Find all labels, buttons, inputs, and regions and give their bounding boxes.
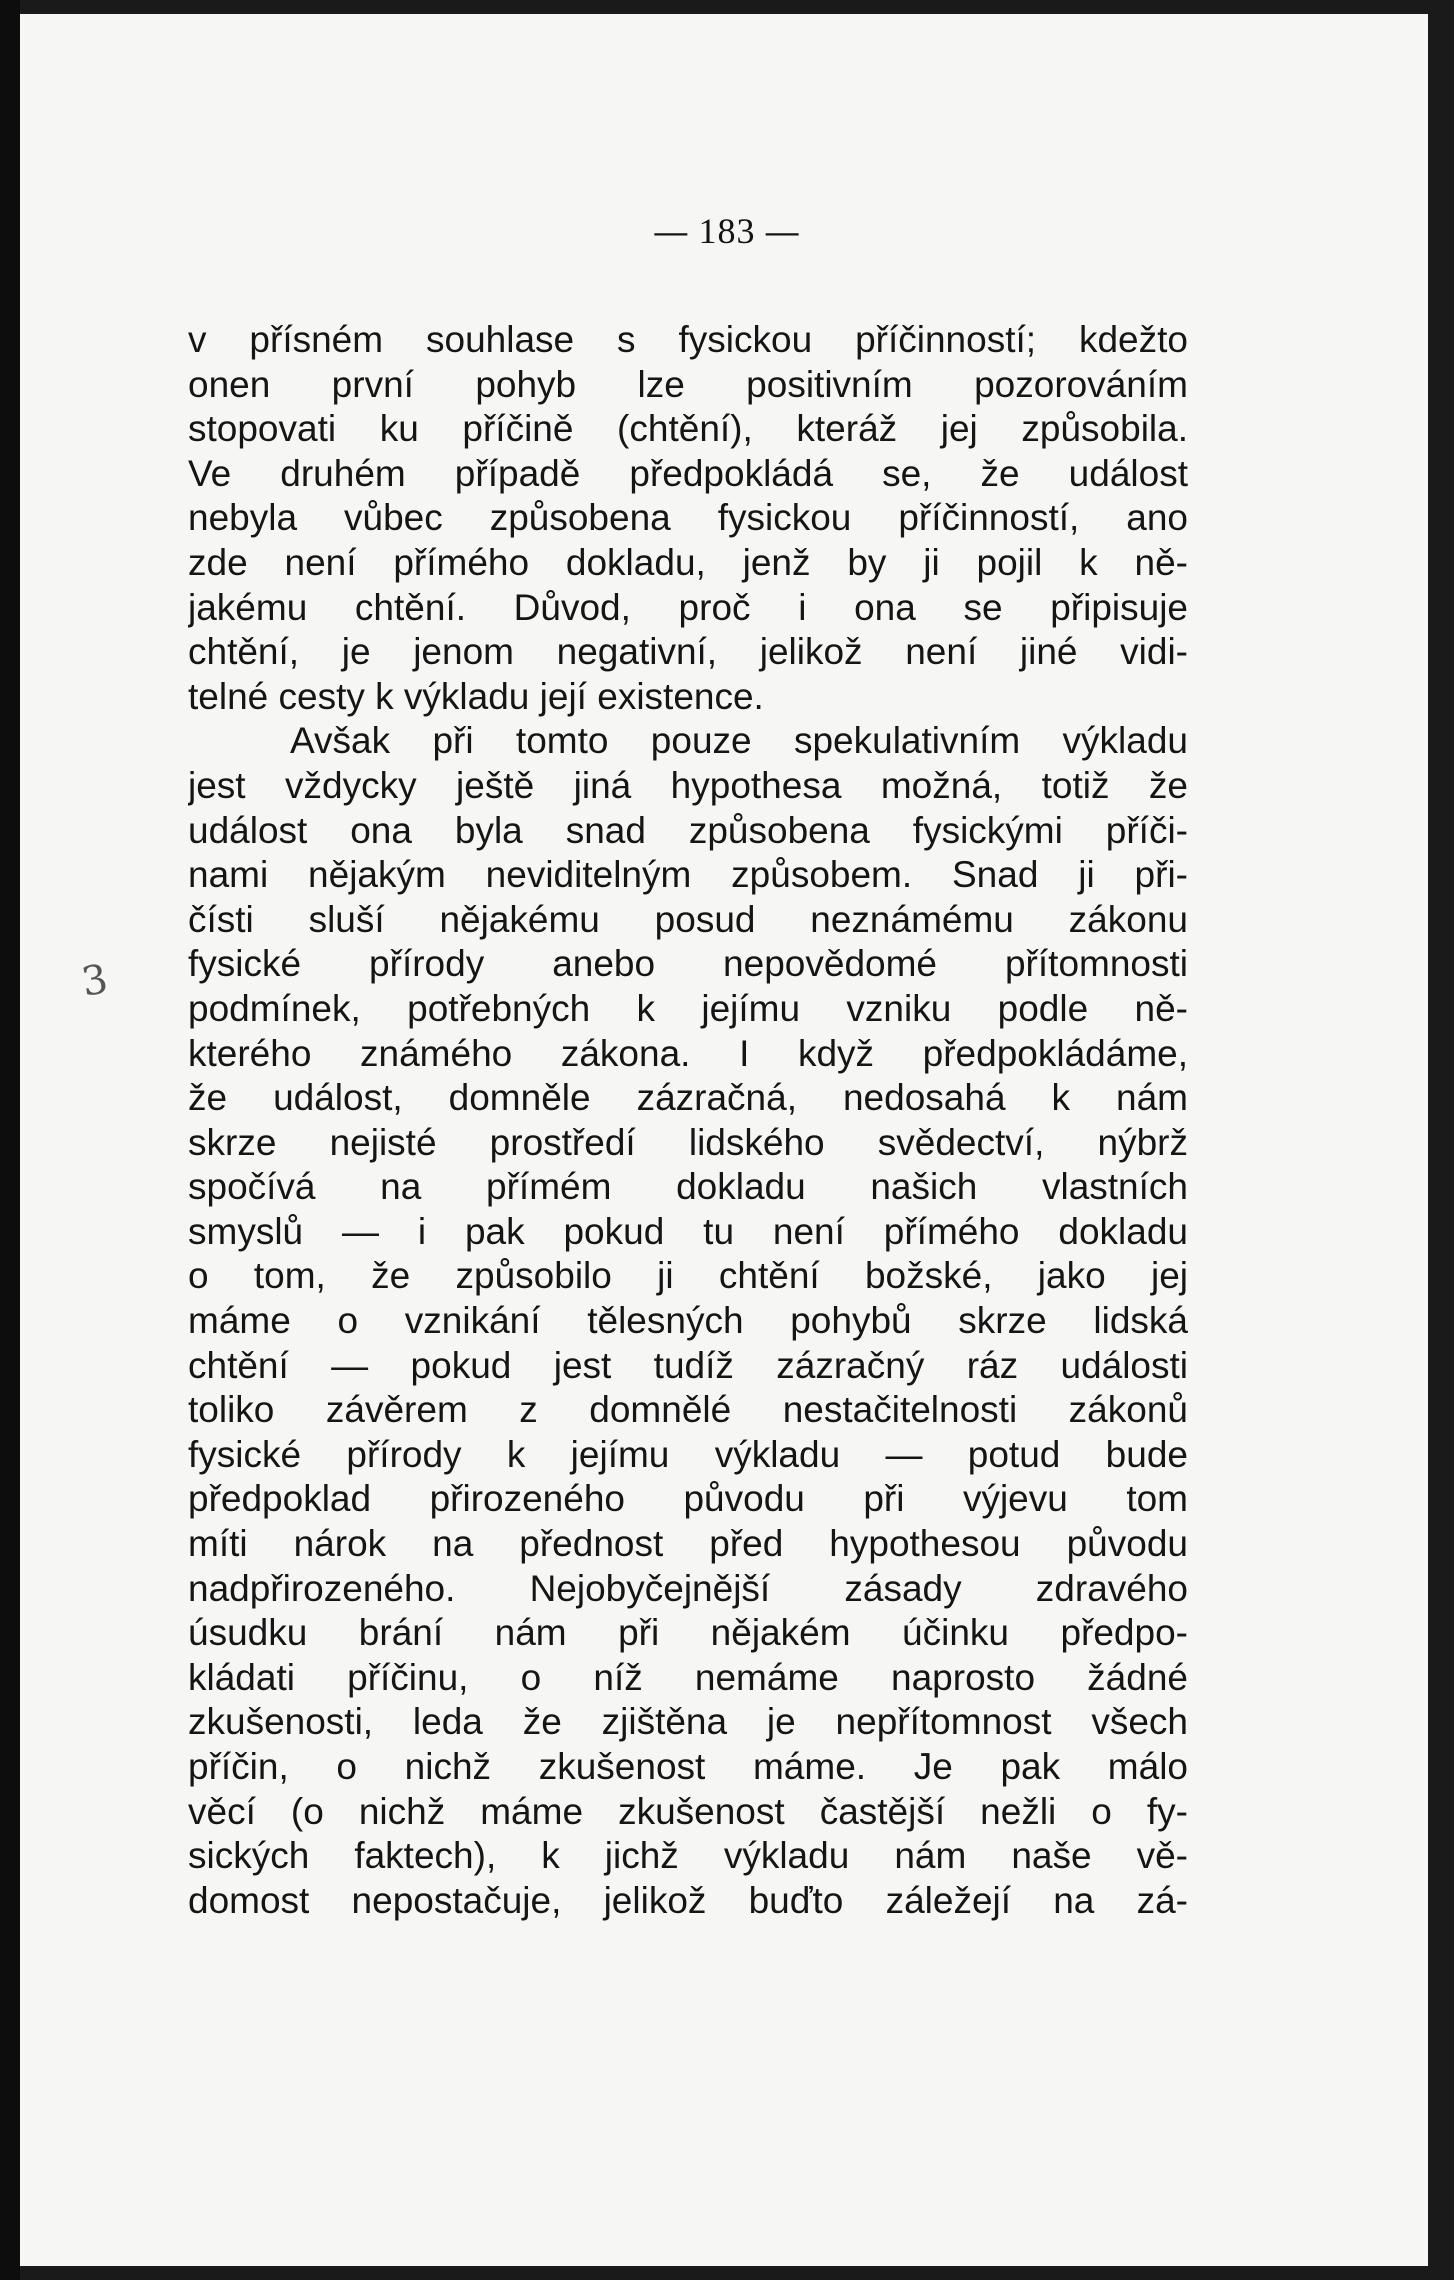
text-line: o tom, že způsobilo ji chtění božské, jako jej (188, 1255, 1188, 1297)
text-line: úsudku brání nám při nějakém účinku předpo- (188, 1612, 1188, 1654)
text-line: onen první pohyb lze positivním pozorováním (188, 363, 1188, 405)
text-line: skrze nejisté prostředí lidského svědectví, nýbrž (188, 1121, 1188, 1163)
text-line: spočívá na přímém dokladu našich vlastních (188, 1166, 1188, 1208)
text-line: fysické přírody k jejímu výkladu — potud bude (188, 1433, 1188, 1475)
text-line: podmínek, potřebných k jejímu vzniku podle ně- (188, 987, 1188, 1029)
body-text (188, 318, 1188, 1923)
text-line: chtění — pokud jest tudíž zázračný ráz události (188, 1344, 1188, 1386)
text-line: Ve druhém případě předpokládá se, že událost (188, 452, 1188, 494)
text-line: kládati příčinu, o níž nemáme naprosto žádné (188, 1656, 1188, 1698)
text-line: v přísném souhlase s fysickou příčinností; kdežto (188, 319, 1188, 360)
page-number: — 183 — (654, 211, 800, 251)
text-line: míti nárok na přednost před hypothesou původu (188, 1523, 1188, 1565)
text-line: událost ona byla snad způsobena fysickými příči- (188, 809, 1188, 851)
text-line: předpoklad přirozeného původu při výjevu tom (188, 1478, 1188, 1520)
text-line: věcí (o nichž máme zkušenost častější nežli o fy- (188, 1790, 1188, 1832)
text-line: že událost, domněle zázračná, nedosahá k nám (188, 1077, 1188, 1119)
text-line: stopovati ku příčině (chtění), kteráž jej způsobila. (188, 408, 1188, 450)
text-line: smyslů — i pak pokud tu není přímého dokladu (188, 1210, 1188, 1252)
text-line: příčin, o nichž zkušenost máme. Je pak málo (188, 1746, 1188, 1787)
text-line: jest vždycky ještě jiná hypothesa možná, totiž že (188, 764, 1188, 806)
text-line: zde není přímého dokladu, jenž by ji pojil k ně- (188, 541, 1188, 583)
text-line: chtění, je jenom negativní, jelikož není jiné vidi- (188, 631, 1188, 673)
text-line: sických faktech), k jichž výkladu nám naše vě- (188, 1835, 1188, 1877)
text-line: zkušenosti, leda že zjištěna je nepřítomnost všech (188, 1701, 1188, 1743)
text-line: máme o vznikání tělesných pohybů skrze lidská (188, 1300, 1188, 1342)
text-line: čísti sluší nějakému posud neznámému zákonu (188, 898, 1188, 940)
text-line: nadpřirozeného. Nejobyčejnější zásady zdravého (188, 1567, 1188, 1609)
text-line: fysické přírody anebo nepovědomé přítomnosti (188, 943, 1188, 985)
text-line: domost nepostačuje, jelikož buďto záležejí na zá- (188, 1879, 1188, 1921)
text-line: nebyla vůbec způsobena fysickou příčinností, ano (188, 497, 1188, 539)
page-left-edge (0, 0, 20, 2280)
text-line: jakému chtění. Důvod, proč i ona se připisuje (188, 586, 1188, 628)
text-line: toliko závěrem z domnělé nestačitelnosti zákonů (188, 1389, 1188, 1431)
page-number-value: 183 (698, 211, 756, 251)
text-line: nami nějakým neviditelným způsobem. Snad ji při- (188, 854, 1188, 896)
text-line: kterého známého zákona. I když předpokládáme, (188, 1032, 1188, 1074)
margin-annotation: 3 (78, 956, 112, 1006)
text-line: Avšak při tomto pouze spekulativním výkladu (290, 720, 1188, 762)
text-line: telné cesty k výkladu její existence. (188, 675, 764, 717)
